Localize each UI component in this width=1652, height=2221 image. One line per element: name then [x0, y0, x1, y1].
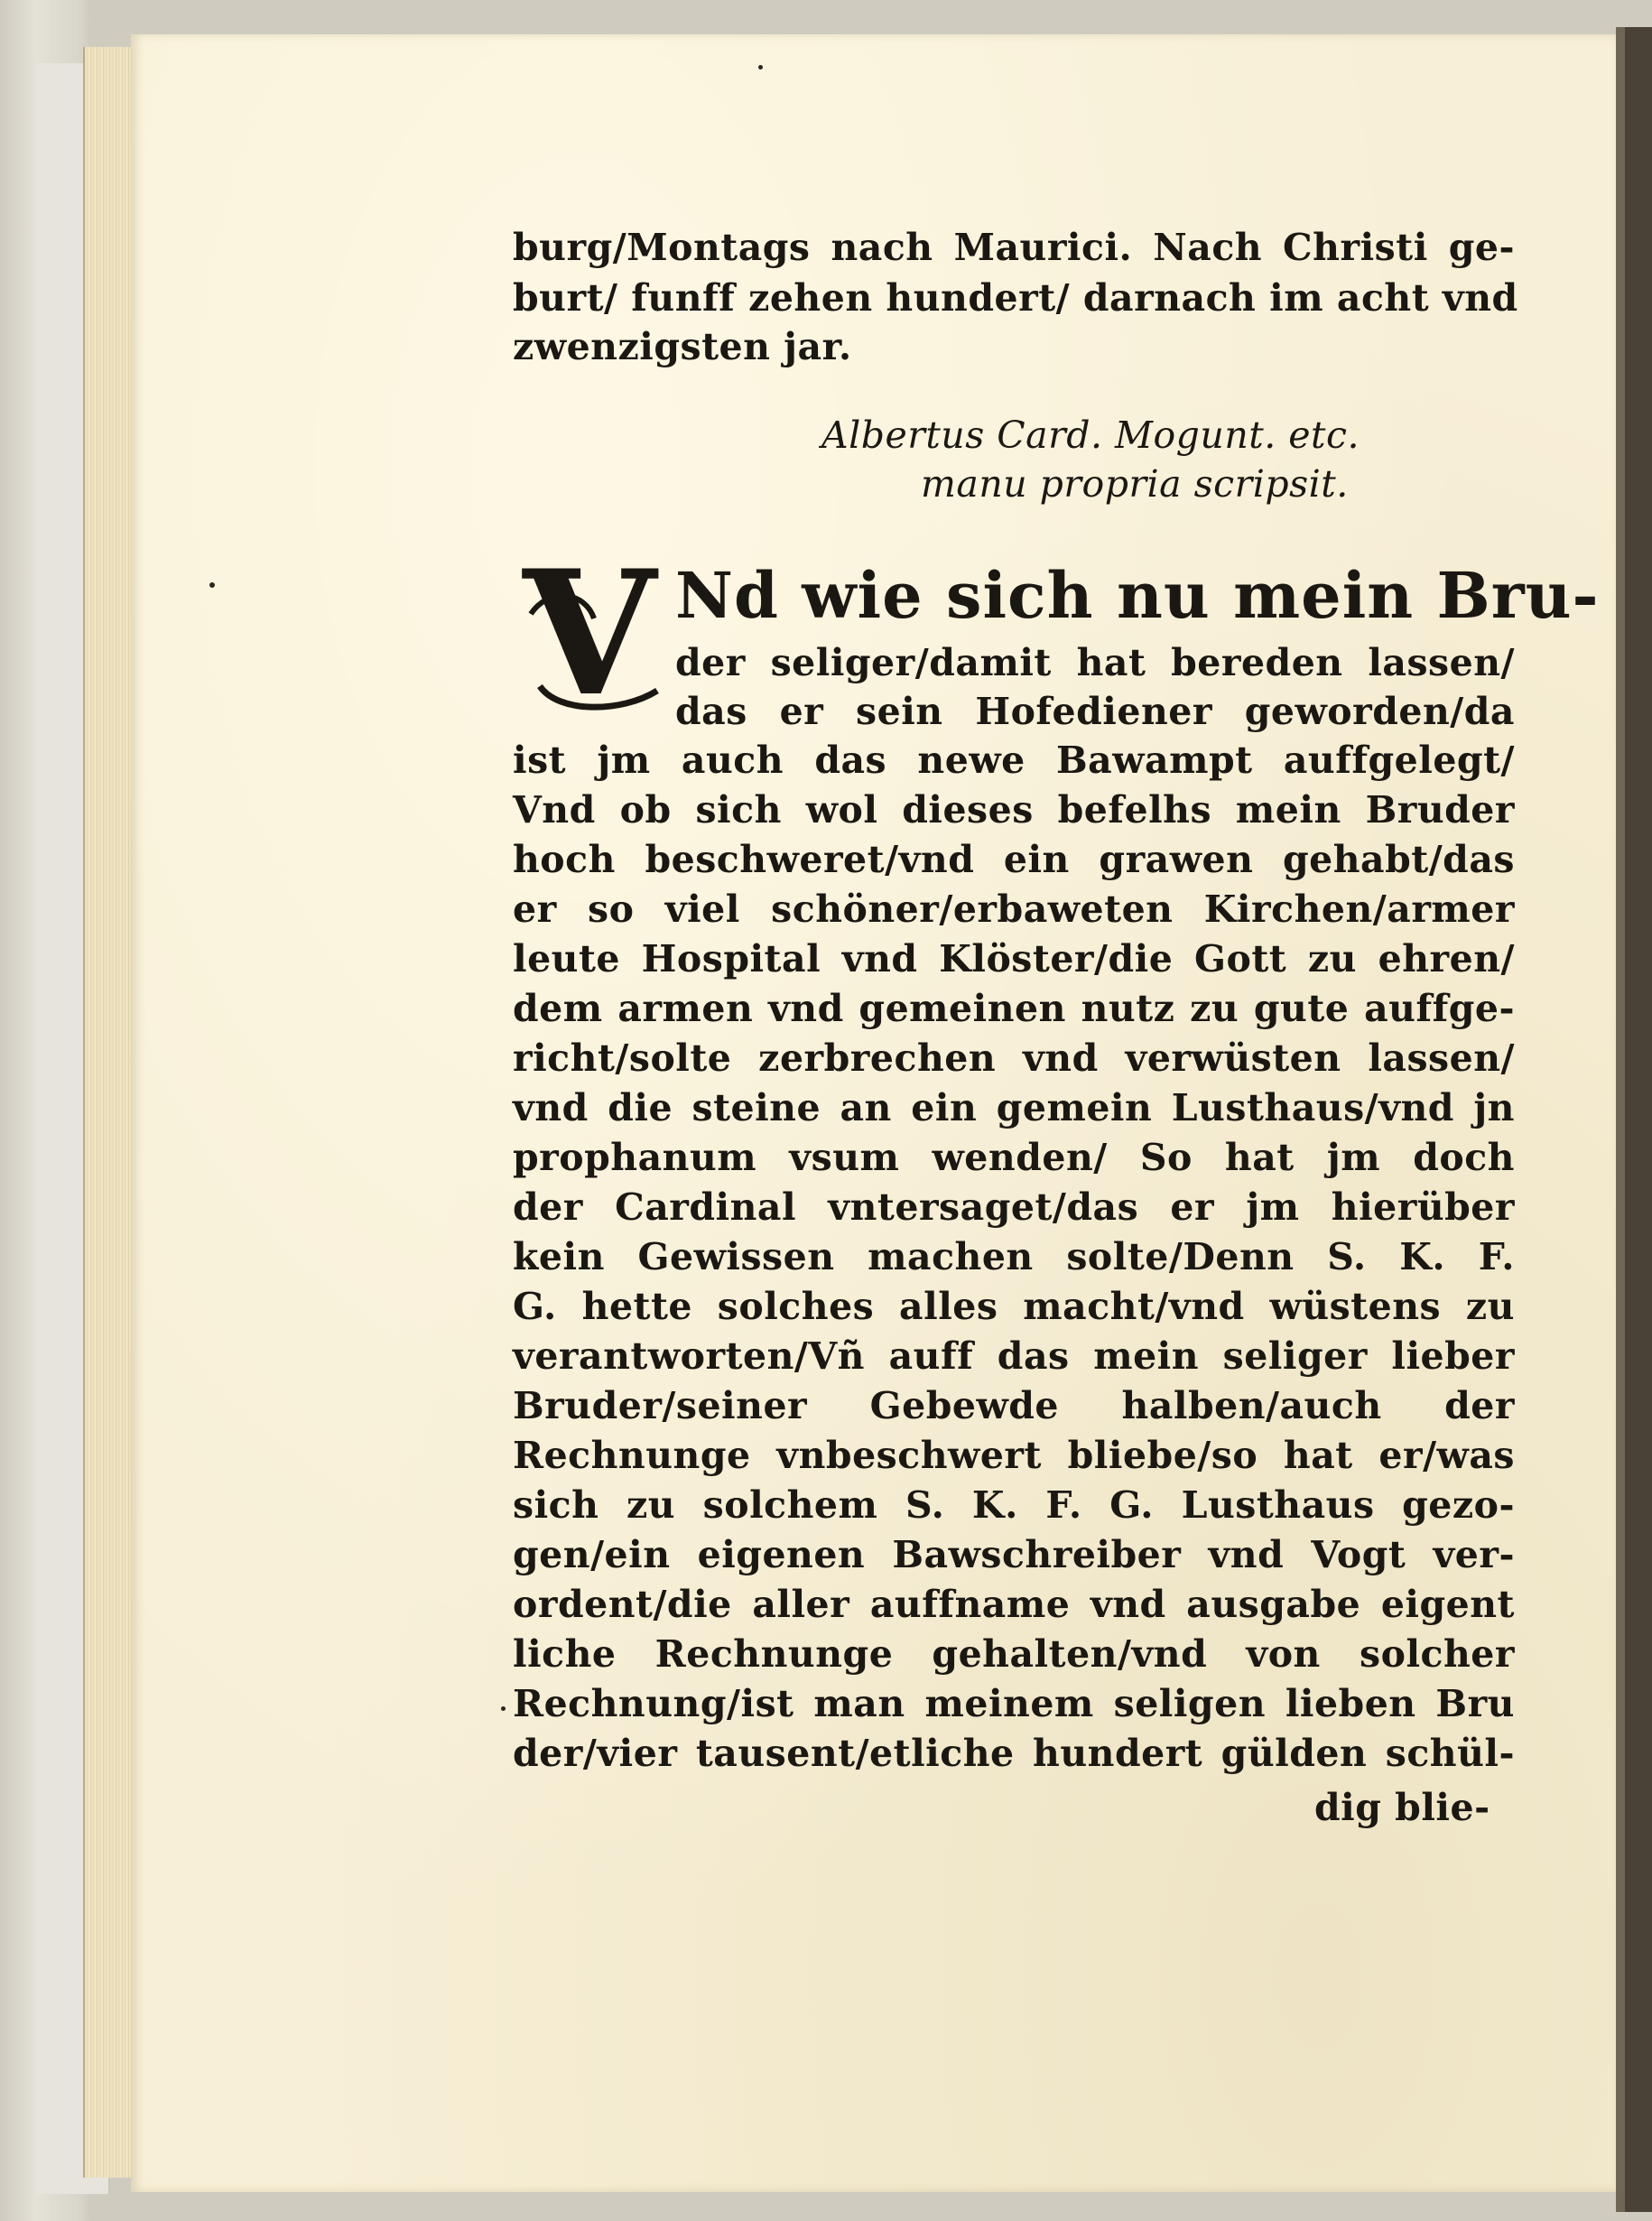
body-line: verantworten/Vñ auff das mein seliger lieber — [513, 1334, 1515, 1378]
binding-shadow — [1625, 27, 1652, 2212]
body-line: leute Hospital vnd Klöster/die Gott zu ehren/ — [513, 937, 1515, 980]
body-line: er so viel schöner/erbaweten Kirchen/armer — [513, 887, 1515, 931]
catchword: dig blie- — [1314, 1786, 1490, 1829]
body-line: kein Gewissen machen solte/Denn S. K. F. — [513, 1235, 1515, 1278]
body-line: der/vier tausent/etliche hundert gülden schül- — [513, 1732, 1515, 1775]
intro-line: zwenzigsten jar. — [513, 325, 852, 368]
body-line: gen/ein eigenen Bawschreiber vnd Vogt ver- — [513, 1533, 1515, 1576]
body-line: richt/solte zerbrechen vnd verwüsten lassen/ — [513, 1036, 1515, 1080]
initial-flourish-icon — [522, 578, 675, 722]
body-line: der seliger/damit hat bereden lassen/ — [675, 641, 1515, 684]
body-line: ordent/die aller auffname vnd ausgabe eigent — [513, 1583, 1515, 1626]
first-line-heading: Nd wie sich nu mein Bru- — [675, 558, 1600, 633]
body-line: Bruder/seiner Gebewde halben/auch der — [513, 1384, 1515, 1427]
page-speck — [209, 582, 215, 588]
body-line: liche Rechnunge gehalten/vnd von solcher — [513, 1632, 1515, 1676]
body-line: hoch beschweret/vnd ein grawen gehabt/das — [513, 838, 1515, 881]
signature-line-1: Albertus Card. Mogunt. etc. — [821, 414, 1360, 457]
body-line: ist jm auch das newe Bawampt auffgelegt/ — [513, 739, 1515, 782]
body-line: prophanum vsum wenden/ So hat jm doch — [513, 1136, 1515, 1179]
body-line: dem armen vnd gemeinen nutz zu gute auffge- — [513, 987, 1515, 1030]
body-line: das er sein Hofediener geworden/da — [675, 690, 1515, 733]
signature-line-2: manu propria scripsit. — [921, 462, 1349, 506]
body-line: sich zu solchem S. K. F. G. Lusthaus gezo- — [513, 1483, 1515, 1527]
body-line: G. hette solches alles macht/vnd wüstens zu — [513, 1285, 1515, 1328]
intro-line: burt/ funff zehen hundert/ darnach im acht vnd — [513, 276, 1518, 320]
body-line: Rechnung/ist man meinem seligen lieben Bru — [513, 1682, 1515, 1725]
page-speck — [758, 65, 763, 70]
page-speck — [501, 1706, 506, 1711]
body-line: vnd die steine an ein gemein Lusthaus/vnd jn — [513, 1086, 1515, 1129]
body-line: Vnd ob sich wol dieses befelhs mein Bruder — [513, 788, 1515, 832]
body-line: der Cardinal vntersaget/das er jm hierüber — [513, 1185, 1515, 1229]
decorated-initial: V — [523, 533, 656, 734]
body-line: Rechnunge vnbeschwert bliebe/so hat er/was — [513, 1434, 1515, 1477]
intro-line: burg/Montags nach Maurici. Nach Christi ge- — [513, 226, 1515, 269]
